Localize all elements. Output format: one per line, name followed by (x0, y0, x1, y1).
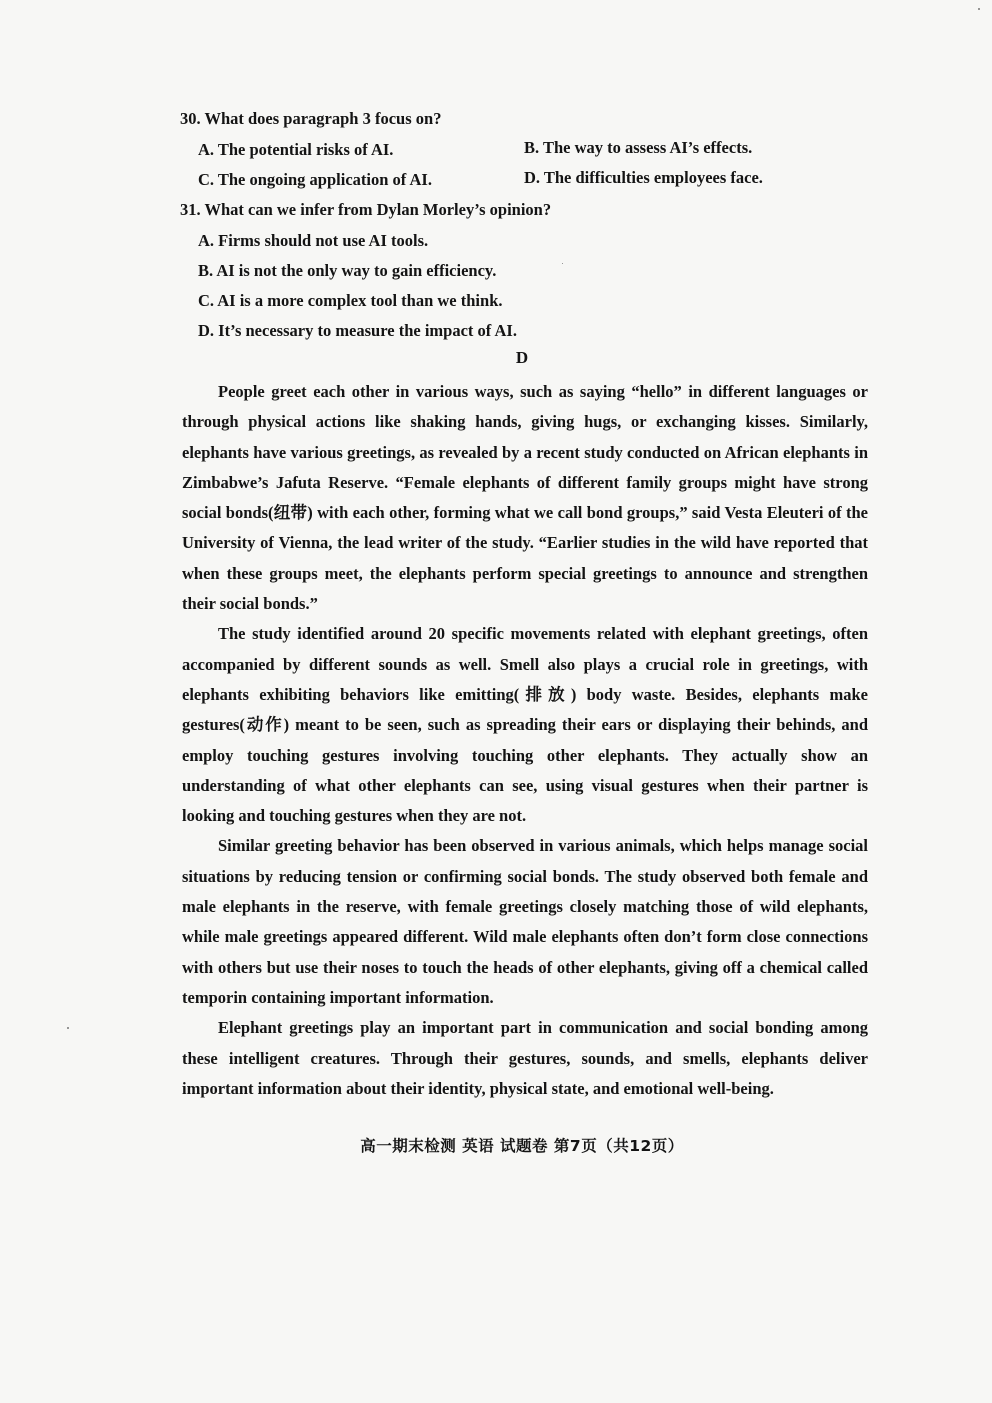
page-footer: 高一期末检测 英语 试题卷 第7页（共12页） (360, 1137, 684, 1155)
question-31-stem: 31. What can we infer from Dylan Morley’s opinion? (180, 200, 552, 219)
reading-passage (182, 377, 868, 1104)
passage-paragraph-1: People greet each other in various ways, such as saying “hello” in different languages or through physical actions like shaking hands, giving hugs, or exchanging kisses. Similarly, elephants have various greetings, as revealed by a recent study conducted on African elephants in Zimbabwe’s Jafuta Reserve. “Female elephants of different family groups might have strong social bonds(纽带) with each other, forming what we call bond groups,” said Vesta Eleuteri of the University of Vienna, the lead writer of the study. “Earlier studies in the wild have reported that when these groups meet, the elephants perform special greetings to announce and strengthen their social bonds.” (182, 382, 868, 614)
question-31-option-a: A. Firms should not use AI tools. (198, 231, 429, 250)
question-31-option-c: C. AI is a more complex tool than we think. (198, 291, 503, 310)
scan-speck (978, 8, 980, 10)
question-31-option-b: B. AI is not the only way to gain efficiency. (198, 261, 497, 280)
section-heading: D (515, 348, 529, 367)
scan-speck (67, 1027, 69, 1029)
question-30-option-a: A. The potential risks of AI. (198, 140, 394, 159)
passage-paragraph-2: The study identified around 20 specific movements related with elephant greetings, often accompanied by different sounds as well. Smell also plays a crucial role in greetings, with elephants exhibiting behaviors like emitting(排放) body waste. Besides, elephants make gestures(动作) meant to be seen, such as spreading their ears or displaying their behinds, and employ touching gestures involving touching other elephants. They actually show an understanding of what other elephants can see, using visual gestures when their partner is looking and touching gestures when they are not. (182, 624, 868, 826)
question-30-option-b: B. The way to assess AI’s effects. (524, 138, 753, 157)
question-30-stem: 30. What does paragraph 3 focus on? (180, 109, 442, 128)
passage-paragraph-3: Similar greeting behavior has been observed in various animals, which helps manage social situations by reducing tension or confirming social bonds. The study observed both female and male elephants in the reserve, with female greetings closely matching those of wild elephants, while male greetings appeared different. Wild male elephants often don’t form close connections with others but use their noses to touch the heads of other elephants, giving off a chemical called temporin containing important information. (182, 836, 868, 1007)
passage-paragraph-4: Elephant greetings play an important part in communication and social bonding among these intelligent creatures. Through their gestures, sounds, and smells, elephants deliver important information about their identity, physical state, and emotional well-being. (182, 1018, 868, 1098)
question-30-option-c: C. The ongoing application of AI. (198, 170, 432, 189)
scan-speck (562, 263, 563, 264)
question-30-option-d: D. The difficulties employees face. (524, 168, 763, 187)
question-31-option-d: D. It’s necessary to measure the impact of AI. (198, 321, 517, 340)
